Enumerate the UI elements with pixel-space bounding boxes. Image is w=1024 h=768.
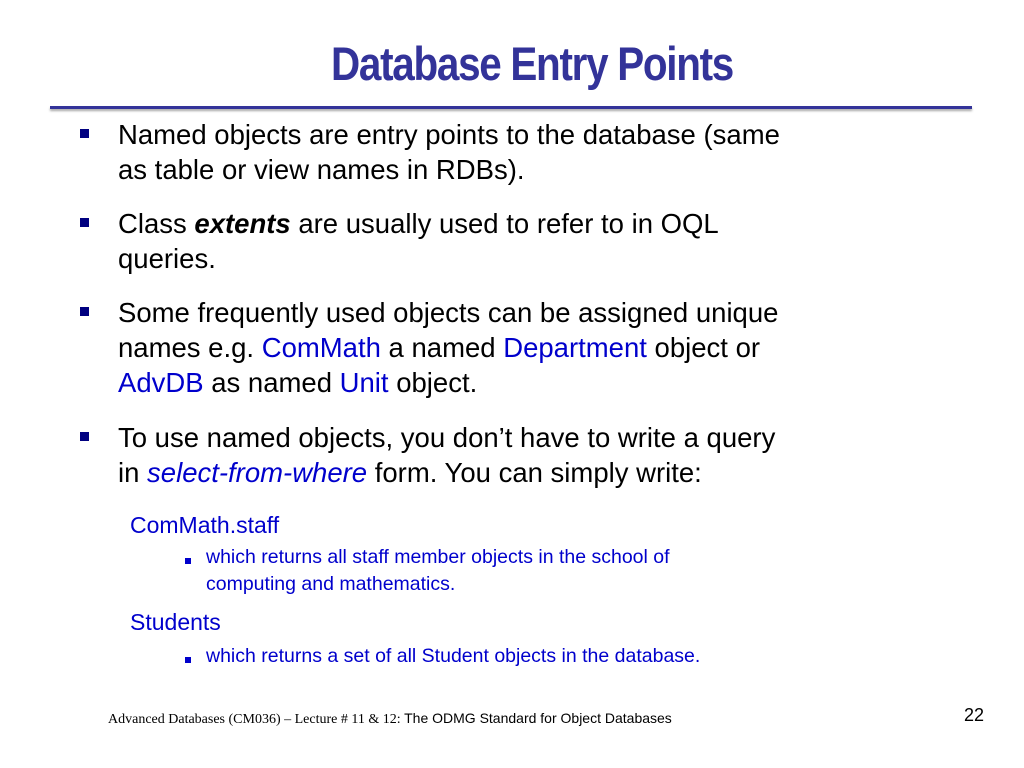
- bullet-square-icon: [80, 129, 89, 138]
- footer-topic: The ODMG Standard for Object Databases: [404, 710, 672, 726]
- bullet-4: [118, 420, 918, 490]
- class-department: Department: [503, 332, 647, 363]
- named-object-commath: ComMath: [261, 332, 381, 363]
- named-object-advdb: AdvDB: [118, 367, 204, 398]
- select-from-where-emphasis: select-from-where: [147, 457, 368, 488]
- example-1-desc-line-2: computing and mathematics.: [206, 573, 456, 595]
- bullet-3-l3-post: object.: [388, 367, 478, 398]
- bullet-3: [118, 295, 918, 400]
- example-2-expression: Students: [130, 609, 221, 635]
- page-number: 22: [964, 705, 985, 725]
- bullet-square-icon: [80, 307, 89, 316]
- footer-course: Advanced Databases (CM036) – Lecture # 11 & 12:: [108, 712, 405, 727]
- bullet-3-l2-pre: names e.g.: [118, 332, 262, 363]
- example-2-desc-line-1: which returns a set of all Student objects in the database.: [206, 645, 701, 667]
- bullet-2-text-post: are usually used to refer to in OQL: [290, 208, 719, 239]
- bullet-1-line-2: as table or view names in RDBs).: [118, 154, 525, 185]
- slide-title: Database Entry Points: [331, 37, 733, 90]
- bullet-3-line-1: Some frequently used objects can be assigned unique: [118, 297, 779, 328]
- bullet-1-line-1: Named objects are entry points to the database (same: [118, 119, 780, 150]
- bullet-square-icon: [80, 432, 89, 441]
- bullet-3-l2-post: object or: [646, 332, 761, 363]
- slide-footer: [108, 710, 672, 728]
- bullet-4-l2-post: form. You can simply write:: [367, 457, 702, 488]
- sub-bullet-square-icon: [185, 657, 191, 663]
- bullet-4-line-1: To use named objects, you don’t have to write a query: [118, 422, 776, 453]
- example-1-description: [206, 544, 886, 598]
- class-unit: Unit: [339, 367, 389, 398]
- bullet-2-emphasis: extents: [194, 208, 291, 239]
- bullet-4-l2-pre: in: [118, 457, 148, 488]
- example-1-desc-line-1: which returns all staff member objects in the school of: [206, 546, 670, 568]
- bullet-2: [118, 206, 918, 276]
- bullet-4-line-2: [118, 455, 918, 490]
- bullet-3-l2-mid: a named: [380, 332, 504, 363]
- bullet-2-text-pre: Class: [118, 208, 195, 239]
- example-2-description: [206, 643, 886, 670]
- bullet-1: [118, 117, 918, 187]
- bullet-3-line-3: [118, 365, 918, 400]
- bullet-3-line-2: [118, 330, 918, 365]
- bullet-2-line-1: [118, 206, 918, 241]
- bullet-3-l3-mid: as named: [203, 367, 340, 398]
- example-1-expression: ComMath.staff: [130, 512, 280, 538]
- bullet-square-icon: [80, 218, 89, 227]
- sub-bullet-square-icon: [185, 558, 191, 564]
- bullet-2-line-2: queries.: [118, 243, 216, 274]
- title-divider: [50, 106, 972, 109]
